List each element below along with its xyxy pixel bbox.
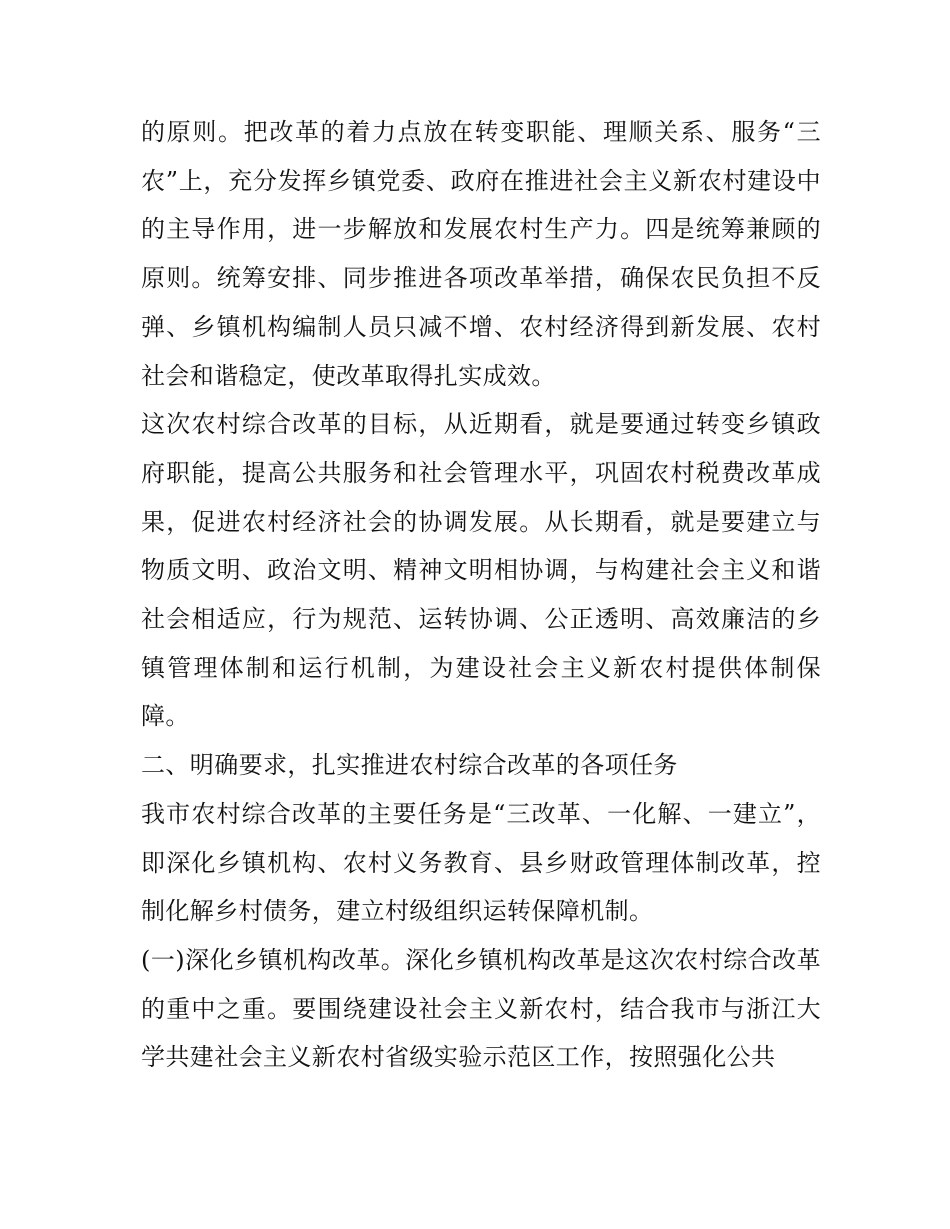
document-body xyxy=(141,108,821,1082)
paragraph-township-reform: (一)深化乡镇机构改革。深化乡镇机构改革是这次农村综合改革的重中之重。要围绕建设社会主义新农村，结合我市与浙江大学共建社会主义新农村省级实验示范区工作，按照强化公共 xyxy=(141,945,821,1072)
paragraph-main-tasks: 我市农村综合改革的主要任务是“三改革、一化解、一建立”，即深化乡镇机构、农村义务教育、县乡财政管理体制改革，控制化解乡村债务，建立村级组织运转保障机制。 xyxy=(141,799,821,926)
paragraph-reform-goals: 这次农村综合改革的目标，从近期看，就是要通过转变乡镇政府职能，提高公共服务和社会管理水平，巩固农村税费改革成果，促进农村经济社会的协调发展。从长期看，就是要建立与物质文明、政治文明、精神文明相协调，与构建社会主义和谐社会相适应，行为规范、运转协调、公正透明、高效廉洁的乡镇管理体制和运行机制，为建设社会主义新农村提供体制保障。 xyxy=(141,410,821,731)
section-heading: 二、明确要求，扎实推进农村综合改革的各项任务 xyxy=(141,751,678,780)
paragraph-principles: 的原则。把改革的着力点放在转变职能、理顺关系、服务“三农”上，充分发挥乡镇党委、政府在推进社会主义新农村建设中的主导作用，进一步解放和发展农村生产力。四是统筹兼顾的原则。统筹安排、同步推进各项改革举措，确保农民负担不反弹、乡镇机构编制人员只减不增、农村经济得到新发展、农村社会和谐稳定，使改革取得扎实成效。 xyxy=(141,118,821,390)
